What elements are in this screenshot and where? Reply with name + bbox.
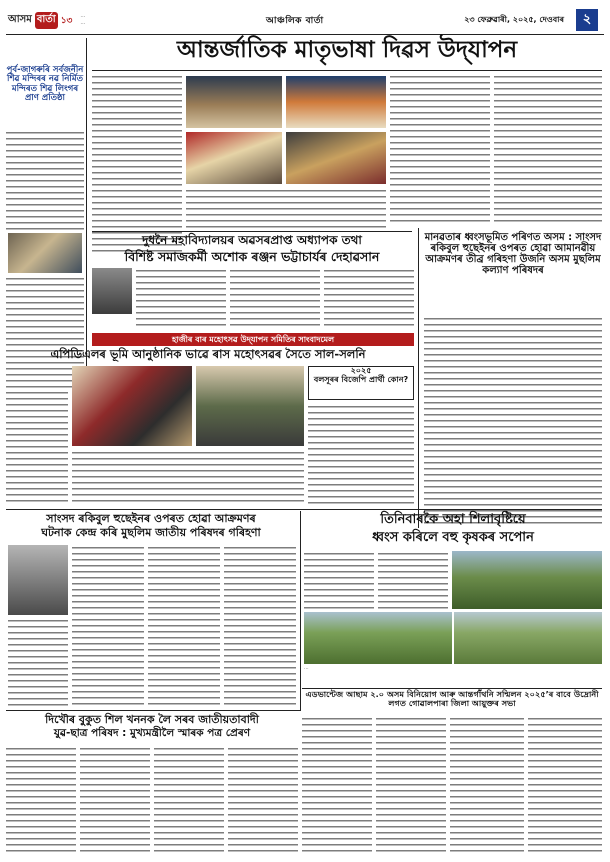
crop-field-photo <box>452 551 602 609</box>
student-text-3 <box>154 746 224 856</box>
masthead <box>6 6 604 35</box>
obituary-text-1 <box>136 268 226 330</box>
advantage-text-1 <box>302 716 372 856</box>
rakibul-text-3 <box>148 545 220 708</box>
left-body-text <box>6 130 84 230</box>
hail-headline-2: ধ্বংস কৰিলে বহু কৃষকৰ সপোন <box>372 530 534 545</box>
mp-story-text <box>424 316 602 526</box>
event-photo-2 <box>286 76 386 128</box>
apidiel-text-2 <box>72 450 304 506</box>
temple-photo <box>8 233 82 273</box>
newspaper-logo-icon <box>8 12 72 29</box>
advantage-text-4 <box>528 716 602 856</box>
advantage-headline: এডভান্টেজ আছাম ২.০ অসম বিনিয়োগ আৰু আন্তৰ্গাঁথনি সন্মিলন ২০২৫’ৰ বাবে উদ্ৰোনী লগত গোৱালপাৰা জিলা আয়ুক্তৰ সভা <box>305 689 599 709</box>
headline-rule <box>92 70 602 71</box>
logo-text: আসম <box>8 13 32 25</box>
obituary-text-2 <box>230 268 320 330</box>
row-rule <box>6 710 300 711</box>
hail-headline-1: তিনিবাৰকৈ অহা শিলাবৃষ্টিয়ে <box>380 512 526 527</box>
rakibul-text-1 <box>8 618 68 708</box>
crop-field-photo-2 <box>304 612 452 664</box>
main-story-text-2 <box>186 188 386 228</box>
obituary-rule <box>92 231 412 232</box>
column-divider <box>86 38 87 390</box>
apidiel-headline: এপিডিএলৰ ভূমি আনুষ্ঠানিক ভাৱে ৰাস মহোৎসৱৰ সৈতে সাল-সলনি <box>50 347 366 361</box>
event-photo-4 <box>286 132 386 184</box>
main-story-text-3 <box>390 74 490 224</box>
hail-text-2 <box>378 551 448 609</box>
masthead-contact <box>80 13 85 27</box>
column-divider <box>418 228 419 528</box>
student-headline-1: দিখৌৰ বুকুত শিল খননক লৈ সৰব জাতীয়তাবাদী <box>45 713 259 726</box>
masthead-line: … <box>80 13 86 19</box>
rakibul-photo <box>8 545 68 615</box>
logo-sub: ১৩ <box>60 15 73 26</box>
page-number: ২ <box>576 9 598 31</box>
event-photo-1 <box>186 76 282 128</box>
obituary-headline-1: দুধনৈ মহাবিদ্যালয়ৰ অৱসৰপ্ৰাপ্ত অধ্যাপক তথা <box>142 233 362 247</box>
row-rule <box>6 509 602 510</box>
candidate-text <box>308 404 414 506</box>
logo-box: বাৰ্তা <box>35 12 58 29</box>
student-text-1 <box>6 746 76 856</box>
section-title: আঞ্চলিক বাৰ্তা <box>266 16 324 26</box>
obituary-headline-2: বিশিষ্ট সমাজকৰ্মী অশোক ৰঞ্জন ভট্টাচাৰ্যৰ দেহাৱসান <box>124 249 380 264</box>
student-text-4 <box>228 746 298 856</box>
main-story-text-4 <box>494 74 602 224</box>
advantage-text-2 <box>376 716 446 856</box>
press-meet-photo <box>72 366 192 446</box>
event-banner: হাজীৰ বাৰ মহোৎসৱ উদ্‌যাপন সমিতিৰ সাংবাদমেল <box>92 333 414 346</box>
main-story-text <box>92 74 182 254</box>
event-photo-3 <box>186 132 282 184</box>
obituary-portrait <box>92 268 132 314</box>
crop-field-photo-3 <box>454 612 602 664</box>
candidate-question: বলসূৰৰ বিজেপি প্ৰাৰ্থী কোন? <box>313 374 409 384</box>
masthead-line: … <box>80 20 86 26</box>
obituary-text-3 <box>324 268 414 330</box>
rakibul-headline-1: সাংসদ ৰকিবুল হুছেইনৰ ওপৰত হোৱা আক্ৰমণৰ <box>46 512 256 525</box>
candidate-box <box>308 366 414 400</box>
mp-headline: মানৱতাৰ ধ্বংসভূমিত পৰিণত অসম : সাংসদ ৰকিবুল হুছেইনৰ ওপৰত হোৱা আমানৱীয় আক্ৰমণৰ তীব্ৰ গৰিহণা উজনি অসম মুছলিম কল্যাণ পৰিষদৰ <box>424 232 602 276</box>
crop-photo-caption: … <box>304 666 309 671</box>
left-headline: পূৰ্ব-জাগৰুৰি সৰ্বজনীন শিৱ মন্দিৰৰ নৱ নিৰ্মিত মন্দিৰত শিৱ লিংগৰ প্ৰাণ প্ৰতিষ্ঠা <box>6 65 84 104</box>
apidiel-text-1 <box>6 366 68 506</box>
main-headline: আন্তৰ্জাতিক মাতৃভাষা দিৱস উদ্‌যাপন <box>176 37 518 63</box>
hail-text-1 <box>304 551 374 609</box>
press-meet-photo-2 <box>196 366 304 446</box>
advantage-text-3 <box>450 716 524 856</box>
left-column-story <box>6 66 84 103</box>
student-text-2 <box>80 746 150 856</box>
rakibul-text-2 <box>72 545 144 708</box>
candidate-year: ২০২৫ <box>350 366 372 375</box>
rakibul-text-4 <box>224 545 296 708</box>
column-divider <box>300 511 301 711</box>
rakibul-headline-2: ঘটনাক কেন্দ্ৰ কৰি মুছলিম জাতীয় পৰিষদৰ গৰিহণা <box>41 526 261 539</box>
student-headline-2: যুৱ-ছাত্ৰ পৰিষদ : মুখ্যমন্ত্ৰীলৈ স্মাৰক পত্ৰ প্ৰেৰণ <box>53 727 251 739</box>
issue-date: ২৩ ফেব্ৰুৱাৰী, ২০২৫, দেওবাৰ <box>464 15 564 24</box>
